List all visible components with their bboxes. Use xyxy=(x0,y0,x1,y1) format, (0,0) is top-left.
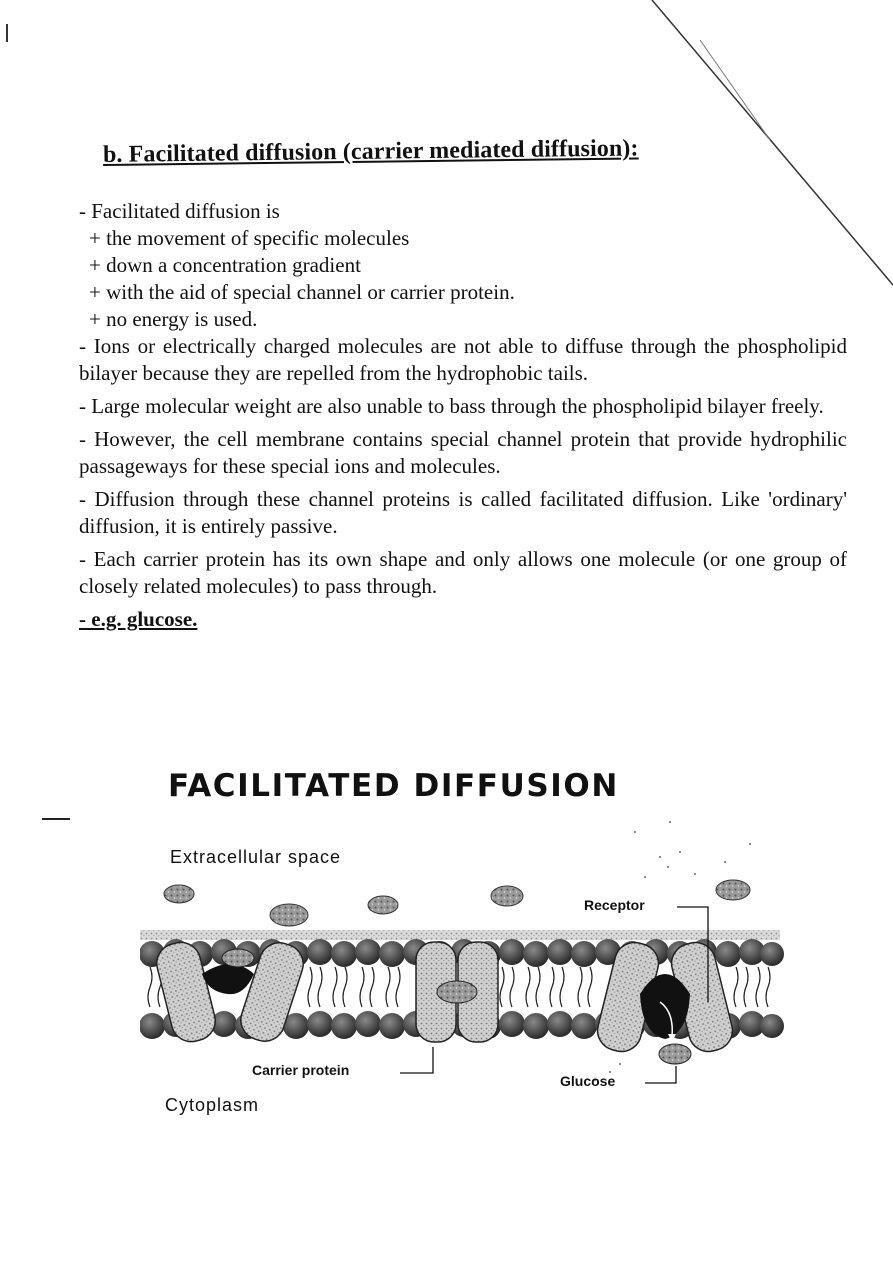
section-heading: b. Facilitated diffusion (carrier mediated diffusion): xyxy=(102,135,639,168)
label-extracellular-space: Extracellular space xyxy=(170,847,342,867)
label-receptor: Receptor xyxy=(584,897,645,913)
definition-point: + the movement of specific molecules xyxy=(89,226,410,250)
paragraph-large-molecules: - Large molecular weight are also unable to bass through the phospholipid bilayer freely. xyxy=(79,394,824,418)
label-cytoplasm: Cytoplasm xyxy=(165,1095,260,1115)
definition-point: + no energy is used. xyxy=(89,307,258,331)
paragraph-channel-protein: - However, the cell membrane contains special channel protein that provide hydrophilic passageways for these special ions and molecules. xyxy=(79,427,847,478)
definition-intro: - Facilitated diffusion is xyxy=(79,199,280,223)
label-glucose: Glucose xyxy=(560,1073,616,1089)
diagram-title: FACILITATED DIFFUSION xyxy=(168,768,619,804)
glucose-molecules xyxy=(164,880,750,926)
definition-point: + with the aid of special channel or carrier protein. xyxy=(89,280,515,304)
example-glucose: - e.g. glucose. xyxy=(79,607,198,631)
facilitated-diffusion-diagram xyxy=(140,762,800,1132)
paragraph-carrier-shape: - Each carrier protein has its own shape and only allows one molecule (or one group of closely related molecules) to pass through. xyxy=(79,547,847,598)
label-carrier-protein: Carrier protein xyxy=(252,1062,350,1078)
paragraph-ions: - Ions or electrically charged molecules are not able to diffuse through the phospholipid bilayer because they are repelled from the hydrophobic tails. xyxy=(79,334,847,385)
membrane-illustration xyxy=(140,762,800,1132)
paragraph-passive: - Diffusion through these channel proteins is called facilitated diffusion. Like 'ordinary' diffusion, it is entirely passive. xyxy=(79,487,847,538)
body-text xyxy=(79,198,847,633)
scan-mark xyxy=(42,818,70,820)
scan-tick xyxy=(6,24,8,42)
definition-point: + down a concentration gradient xyxy=(89,253,361,277)
